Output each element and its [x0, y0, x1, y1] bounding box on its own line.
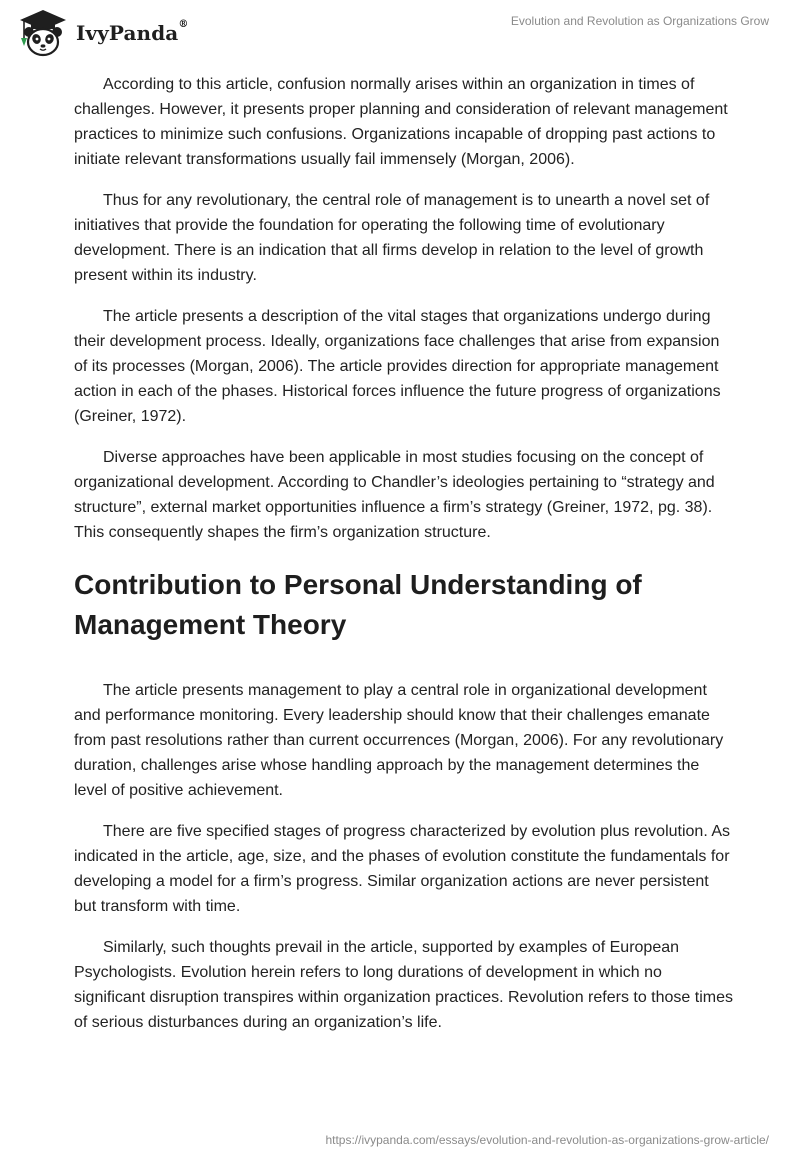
page-header [0, 0, 800, 60]
paragraph: The article presents management to play a central role in organizational development and performance monitoring. Every leadership should know that their challenges emanate from past resolutions rather than current occurrences (Morgan, 2006). For any revolutionary duration, challenges arise whose handling approach by the management determines the level of positive achievement. [74, 682, 724, 799]
paragraph: The article presents a description of the vital stages that organizations undergo during their development process. Ideally, organizations face challenges that arise from expansion of its processes (Morgan, 2006). The article provides direction for appropriate management action in each of the phases. Historical forces influence the future progress of organizations (Greiner, 1972). [74, 308, 721, 425]
paragraph: Diverse approaches have been applicable in most studies focusing on the concept of organizational development. According to Chandler’s ideologies pertaining to “strategy and structure”, external market opportunities influence a firm’s strategy (Greiner, 1972, pg. 38). This consequently shapes the firm’s organization structure. [74, 449, 715, 541]
logo-text: IvyPanda [76, 21, 179, 45]
source-url[interactable]: https://ivypanda.com/essays/evolution-and-revolution-as-organizations-grow-article/ [325, 1133, 769, 1147]
logo-wordmark [76, 21, 188, 45]
registered-mark: ® [178, 19, 189, 30]
paragraph: There are five specified stages of progress characterized by evolution plus revolution. As indicated in the article, age, size, and the phases of evolution constitute the fundamentals for developing a model for a firm’s progress. Similar organization actions are never persistent but transform with time. [74, 823, 730, 915]
paragraph: Thus for any revolutionary, the central role of management is to unearth a novel set of initiatives that provide the foundation for operating the following time of evolutionary development. There is an indication that all firms develop in relation to the level of growth present within its industry. [74, 192, 710, 284]
ivypanda-logo[interactable] [14, 8, 188, 58]
paragraph: Similarly, such thoughts prevail in the article, supported by examples of European Psychologists. Evolution herein refers to long durations of development in which no significant disruption transpires within organization practices. Revolution refers to those times of serious disturbances during an organization’s life. [74, 939, 733, 1031]
paragraph: According to this article, confusion normally arises within an organization in times of challenges. However, it presents proper planning and consideration of relevant management practices to minimize such confusions. Organizations incapable of dropping past actions to initiate relevant transformations usually fail immensely (Morgan, 2006). [74, 76, 728, 168]
document-title: Evolution and Revolution as Organizations Grow [510, 14, 769, 28]
article-body [74, 72, 734, 1051]
panda-graduate-icon [14, 8, 72, 58]
section-heading: Contribution to Personal Understanding of Management Theory [74, 569, 642, 640]
